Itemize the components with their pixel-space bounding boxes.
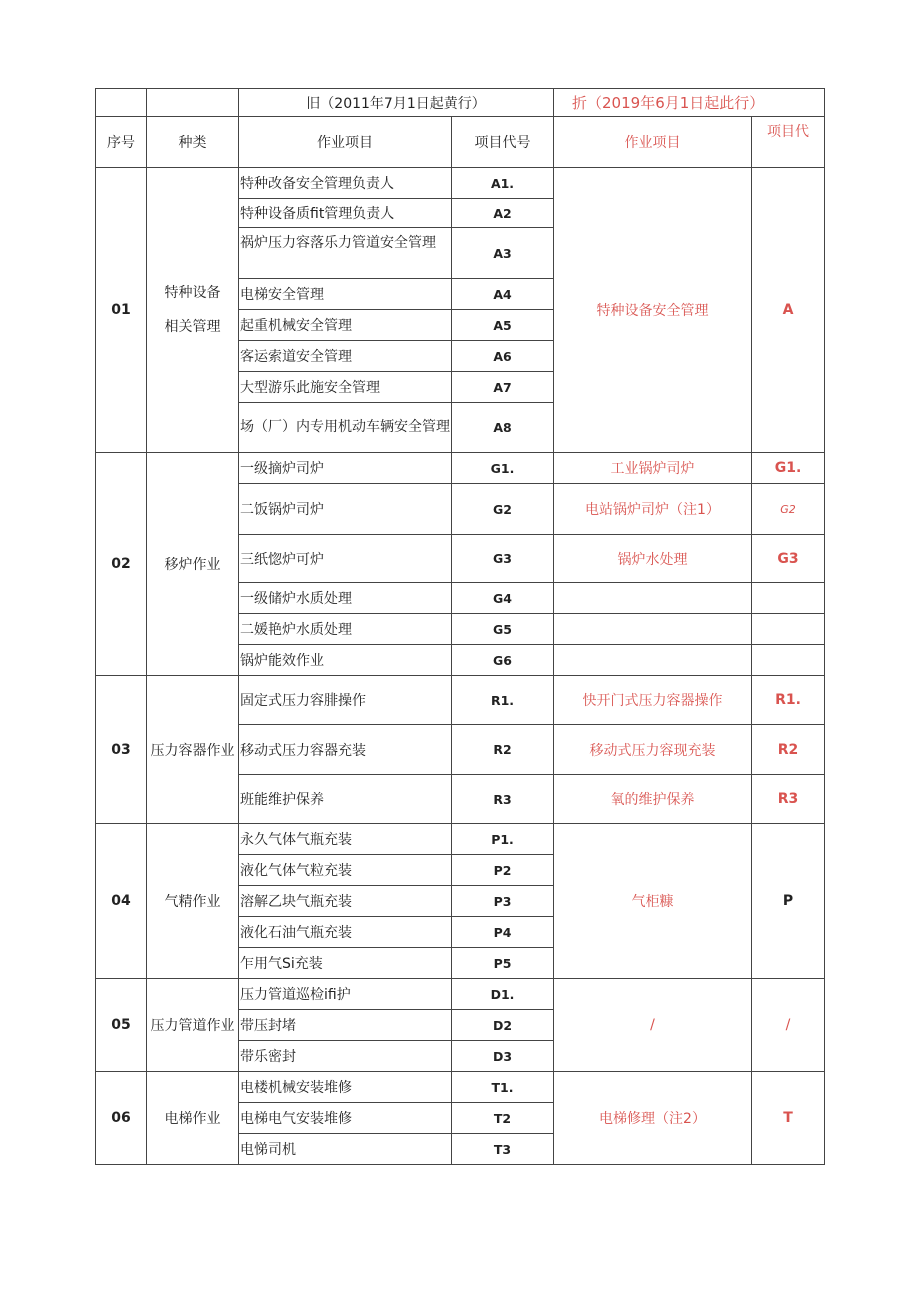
new-item-empty	[554, 583, 752, 614]
item-cell: 移动式压力容器充装	[239, 725, 452, 775]
code-cell: A6	[452, 341, 554, 372]
code-cell: P3	[452, 886, 554, 917]
header-blank-type	[147, 89, 239, 117]
code-cell: T3	[452, 1134, 554, 1165]
new-code-empty	[752, 645, 825, 676]
code-cell: D1.	[452, 979, 554, 1010]
operator-category-table	[95, 88, 825, 1165]
group-type: 压力管道作业	[147, 979, 239, 1072]
table-row	[96, 824, 825, 855]
new-standard-title: 折（2019年6月1日起此行）	[554, 89, 825, 117]
code-cell: A5	[452, 310, 554, 341]
new-code-cell: G1.	[752, 453, 825, 484]
new-item-cell: 电站锅炉司炉（注1）	[554, 484, 752, 535]
group-type	[147, 168, 239, 453]
item-cell: 溶解乙块气瓶充装	[239, 886, 452, 917]
item-cell: 客运索道安全管理	[239, 341, 452, 372]
item-cell: 液化石油气瓶充装	[239, 917, 452, 948]
new-item-cell: 特种设备安全管理	[554, 168, 752, 453]
new-code-cell: P	[752, 824, 825, 979]
table-row	[96, 979, 825, 1010]
code-cell: D3	[452, 1041, 554, 1072]
item-cell: 带乐密封	[239, 1041, 452, 1072]
item-cell: 一级摘炉司炉	[239, 453, 452, 484]
new-code-cell: A	[752, 168, 825, 453]
item-cell: 特种改备安全管理负责人	[239, 168, 452, 199]
group-seq: 01	[96, 168, 147, 453]
group-type: 电梯作业	[147, 1072, 239, 1165]
code-cell: G6	[452, 645, 554, 676]
new-code-cell: /	[752, 979, 825, 1072]
new-item-cell: 快开门式压力容器操作	[554, 676, 752, 725]
code-cell: P2	[452, 855, 554, 886]
item-cell: 起重机械安全管理	[239, 310, 452, 341]
item-cell: 锅炉能效作业	[239, 645, 452, 676]
header-new-code: 项目代	[752, 117, 825, 168]
new-code-cell: T	[752, 1072, 825, 1165]
item-cell: 班能维护保养	[239, 775, 452, 824]
item-cell: 场（厂）内专用机动车辆安全管理	[239, 403, 452, 453]
new-item-cell: 移动式压力容现充装	[554, 725, 752, 775]
item-cell: 祸炉压力容落乐力管道安全管理	[239, 228, 452, 279]
new-item-cell: 工业锅炉司炉	[554, 453, 752, 484]
item-cell: 一级储炉水质处理	[239, 583, 452, 614]
code-cell: D2	[452, 1010, 554, 1041]
item-cell: 电楼机械安装堆修	[239, 1072, 452, 1103]
header-seq: 序号	[96, 117, 147, 168]
item-cell: 固定式压力容腓操作	[239, 676, 452, 725]
new-item-cell: /	[554, 979, 752, 1072]
group-type: 移炉作业	[147, 453, 239, 676]
code-cell: G2	[452, 484, 554, 535]
item-cell: 永久气体气瓶充装	[239, 824, 452, 855]
item-cell: 二媛艳炉水质处理	[239, 614, 452, 645]
code-cell: A4	[452, 279, 554, 310]
new-item-cell: 锅炉水处理	[554, 535, 752, 583]
header-new-item: 作业项目	[554, 117, 752, 168]
group-seq: 03	[96, 676, 147, 824]
code-cell: A3	[452, 228, 554, 279]
group-type: 压力容器作业	[147, 676, 239, 824]
group-type: 气精作业	[147, 824, 239, 979]
group-type-line: 特种设备	[164, 285, 221, 301]
code-cell: G1.	[452, 453, 554, 484]
new-code-cell: R3	[752, 775, 825, 824]
table-row	[96, 676, 825, 725]
code-cell: R3	[452, 775, 554, 824]
new-code-empty	[752, 614, 825, 645]
group-seq: 05	[96, 979, 147, 1072]
group-type-line: 相关管理	[164, 319, 221, 335]
code-cell: P5	[452, 948, 554, 979]
code-cell: R1.	[452, 676, 554, 725]
item-cell: 电梯电气安装堆修	[239, 1103, 452, 1134]
code-cell: P4	[452, 917, 554, 948]
item-cell: 压力管道巡检ifi护	[239, 979, 452, 1010]
new-code-cell: R2	[752, 725, 825, 775]
code-cell: G3	[452, 535, 554, 583]
code-cell: A8	[452, 403, 554, 453]
code-cell: A2	[452, 199, 554, 228]
table-row	[96, 453, 825, 484]
item-cell: 特种设备质fit管理负责人	[239, 199, 452, 228]
code-cell: T1.	[452, 1072, 554, 1103]
new-item-cell: 电梯修理（注2）	[554, 1072, 752, 1165]
header-blank-seq	[96, 89, 147, 117]
header-type: 种类	[147, 117, 239, 168]
group-seq: 02	[96, 453, 147, 676]
new-code-cell: G2	[752, 484, 825, 535]
old-standard-title: 旧（2011年7月1日起黄行）	[239, 89, 554, 117]
group-seq: 04	[96, 824, 147, 979]
item-cell: 乍用气Si充装	[239, 948, 452, 979]
table-row	[96, 168, 825, 199]
new-item-cell: 氧的维护保养	[554, 775, 752, 824]
code-cell: A1.	[452, 168, 554, 199]
code-cell: G5	[452, 614, 554, 645]
new-item-cell: 气柜糠	[554, 824, 752, 979]
code-cell: T2	[452, 1103, 554, 1134]
item-cell: 带压封堵	[239, 1010, 452, 1041]
group-seq: 06	[96, 1072, 147, 1165]
item-cell: 液化气体气粒充装	[239, 855, 452, 886]
new-item-empty	[554, 614, 752, 645]
header-item: 作业项目	[239, 117, 452, 168]
code-cell: R2	[452, 725, 554, 775]
item-cell: 大型游乐此施安全管理	[239, 372, 452, 403]
code-cell: P1.	[452, 824, 554, 855]
code-cell: G4	[452, 583, 554, 614]
item-cell: 电悌司机	[239, 1134, 452, 1165]
header-code: 项目代号	[452, 117, 554, 168]
item-cell: 三纸惚炉可炉	[239, 535, 452, 583]
new-code-empty	[752, 583, 825, 614]
new-code-cell: R1.	[752, 676, 825, 725]
new-code-cell: G3	[752, 535, 825, 583]
new-item-empty	[554, 645, 752, 676]
item-cell: 二饭锅炉司炉	[239, 484, 452, 535]
code-cell: A7	[452, 372, 554, 403]
table-row	[96, 1072, 825, 1103]
item-cell: 电梯安全管理	[239, 279, 452, 310]
